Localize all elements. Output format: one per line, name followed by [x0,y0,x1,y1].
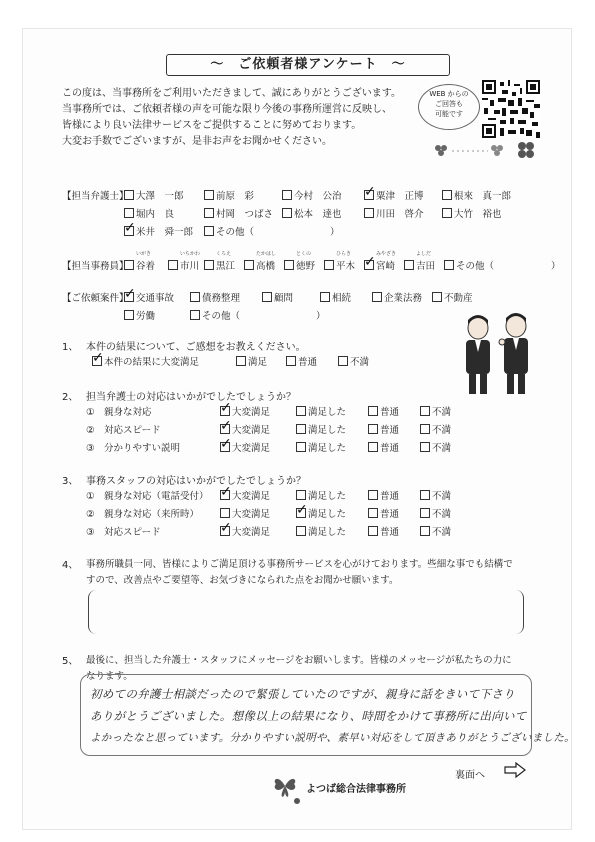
q3-row-2-option-label: 満足した [308,527,347,538]
lawyer-option-8[interactable] [364,206,424,220]
checkbox[interactable] [296,526,306,536]
lawyer-option-9[interactable] [442,206,502,220]
q1-question: 本件の結果について、ご感想をお教えください。 [86,342,306,353]
survey-title: ～ ご依頼者様アンケート ～ [166,54,450,76]
q1-option-label: 満足 [248,357,268,368]
q2-row-0-option-0[interactable] [220,400,271,418]
lawyer-option-label: 松本 達也 [294,209,342,220]
back-side-label: 裏面へ [455,770,485,781]
checkbox[interactable] [364,184,376,200]
q2-question: 担当弁護士の対応はいかがでしたでしょうか？ [86,392,296,403]
case-option-label: 交通事故 [136,293,175,304]
clover-decoration-icon [430,140,542,160]
checkmark-icon: ✓ [364,184,376,200]
q2-row-2-option-label: 大変満足 [232,443,271,454]
staff-option-label: 宮崎 [376,261,396,272]
checkbox[interactable] [204,260,214,270]
lawyer-option-label: 根來 真一郎 [454,191,512,202]
lawyer-option-label: 堀内 良 [136,209,175,220]
checkbox[interactable] [368,508,378,518]
checkbox[interactable] [324,260,334,270]
case-option-label: 相続 [332,293,352,304]
q2-row-0-option-label: 不満 [432,407,452,418]
checkbox[interactable] [338,356,348,366]
case-option-label: 労働 [136,311,156,322]
staff-option-7[interactable] [404,258,435,272]
q4-question-line-1: 事務所職員一同、皆様によりご満足頂ける事務所サービスを心がけております。些細な事でも結構で [86,559,513,570]
checkbox[interactable] [368,424,378,434]
checkbox[interactable] [220,418,232,434]
q5-question-line-1: 最後に、担当した弁護士・スタッフにメッセージをお願いします。皆様のメッセージが私たちの力に [86,655,512,666]
staff-option-label: 吉田 [416,261,436,272]
lawyer-option-label: 前原 彩 [216,191,255,202]
staff-option-label: 平木 [336,261,356,272]
q2-row-1-option-label: 満足した [308,425,347,436]
checkbox[interactable] [282,190,292,200]
q4-number: 4、 [62,560,79,571]
q3-row-1-option-2[interactable] [368,506,399,520]
checkbox[interactable] [220,520,232,536]
q3-row-2-option-1[interactable] [296,524,346,538]
lawyer-option-label: 大竹 裕也 [454,209,502,220]
checkbox[interactable] [124,208,134,218]
lawyer-option-10[interactable] [124,220,194,238]
staff-ruby: いちかわ [180,251,201,257]
q3-row-0-option-0[interactable] [220,484,271,502]
case-option-label: 企業法務 [384,293,423,304]
case-option-0[interactable] [124,286,175,304]
staff-option-label: 徳野 [296,261,316,272]
web-answer-bubble [418,84,480,130]
checkbox[interactable] [296,502,308,518]
case-option-label: 不動産 [444,293,473,304]
checkmark-icon: ✓ [92,350,104,366]
case-option-4[interactable] [372,290,422,304]
q3-row-0-option-3[interactable] [420,488,451,502]
checkbox[interactable] [220,508,230,518]
checkbox[interactable] [364,208,374,218]
bubble-line-1: WEB からの [429,90,469,98]
q2-row-2-option-label: 普通 [380,443,400,454]
staff-ruby: みやざき [376,251,397,257]
lawyer-option-11[interactable] [204,224,340,238]
checkbox[interactable] [204,226,214,236]
lawyer-option-label: 粟津 正博 [376,191,424,202]
q5-answer-line-2: ありがとうございました。想像以上の結果になり、時間をかけて事務所に出向いて [90,709,527,723]
q3-row-2-option-2[interactable] [368,524,399,538]
case-option-6[interactable] [124,308,155,322]
staff-option-8[interactable] [444,258,561,272]
q2-row-label: ③ 分かりやすい説明 [86,443,181,454]
q2-row-2-option-3[interactable] [420,440,451,454]
checkbox[interactable] [420,442,430,452]
q3-row-1-option-label: 不満 [432,509,452,520]
q2-row-0-option-1[interactable] [296,404,346,418]
checkbox[interactable] [432,292,442,302]
q5-answer-line-3: よかったなと思っています。分かりやすい説明や、素早い対応をして頂きありがとうございました。 [90,732,575,744]
q3-row-2-option-label: 普通 [380,527,400,538]
staff-option-3[interactable] [244,258,275,272]
q3-row-label: ③ 対応スピード [86,527,161,538]
q3-row-1-option-label: 満足した [308,509,347,520]
q2-row-2-option-0[interactable] [220,436,271,454]
case-option-2[interactable] [262,290,293,304]
checkbox[interactable] [442,208,452,218]
staff-option-2[interactable] [204,258,235,272]
lawyer-option-label: 村岡 つばさ [216,209,274,220]
lawyer-heading: 【担当弁護士】 [62,191,129,202]
checkbox[interactable] [124,260,134,270]
checkbox[interactable] [368,526,378,536]
checkmark-icon: ✓ [220,400,232,416]
q3-row-0-option-1[interactable] [296,488,346,502]
checkbox[interactable] [320,292,330,302]
intro-line-1: この度は、当事務所をご利用いただきまして、誠にありがとうございます。 [62,88,401,99]
case-option-label: 債務整理 [202,293,241,304]
q2-row-2-option-1[interactable] [296,440,346,454]
arrow-right-icon[interactable] [504,762,526,778]
lawyer-option-6[interactable] [204,206,273,220]
q1-option-label: 普通 [298,357,318,368]
q2-row-1-option-1[interactable] [296,422,346,436]
checkbox[interactable] [368,490,378,500]
q1-option-2[interactable] [286,354,317,368]
q2-row-1-option-label: 普通 [380,425,400,436]
lawyer-option-3[interactable] [364,184,424,202]
bubble-line-2: ご回答も [435,100,463,108]
staff-option-4[interactable] [284,258,315,272]
staff-ruby: とくの [296,251,312,257]
intro-line-3: 皆様により良い法律サービスをご提供することに努めております。 [62,120,362,131]
q1-option-label: 本件の結果に大変満足 [104,357,200,368]
checkbox[interactable] [368,442,378,452]
staff-option-label: 市川 [180,261,200,272]
q3-row-2-option-label: 不満 [432,527,452,538]
checkbox[interactable] [92,350,104,366]
q4-answer-field[interactable] [88,590,524,634]
q3-row-0-option-label: 満足した [308,491,347,502]
staff-ruby: ひらき [336,251,352,257]
checkbox[interactable] [168,260,178,270]
staff-option-label: 黒江 [216,261,236,272]
q3-number: 3、 [62,476,79,487]
checkbox[interactable] [420,508,430,518]
staff-ruby: くろえ [216,251,232,257]
staff-heading: 【担当事務員】 [62,261,129,272]
q5-question-line-2: なります。 [86,671,133,682]
intro-line-4: 大変お手数でございますが、是非お声をお聞かせください。 [62,136,332,147]
case-option-label: その他（ ） [202,311,326,322]
q2-row-0-option-3[interactable] [420,404,451,418]
case-heading: 【ご依頼案件】 [62,293,129,304]
intro-line-2: 当事務所では、ご依頼者様の声を可能な限り今後の事務所運営に反映し、 [62,104,392,115]
q2-row-0-option-2[interactable] [368,404,399,418]
q3-row-1-option-0[interactable] [220,506,270,520]
case-option-7[interactable] [190,308,326,322]
q3-row-0-option-label: 不満 [432,491,452,502]
checkbox[interactable] [236,356,246,366]
staff-option-6[interactable] [364,254,396,272]
bubble-line-3: 可能です [435,110,463,118]
q2-row-1-option-label: 大変満足 [232,425,271,436]
checkbox[interactable] [420,526,430,536]
checkmark-icon: ✓ [220,436,232,452]
staff-option-label: その他（ ） [456,261,561,272]
q4-question-line-2: すので、改善点やご要望等、お気づきになられた点をお聞かせ願います。 [86,575,399,586]
firm-name: よつば総合法律事務所 [306,784,406,795]
staff-ruby: たかはし [256,251,277,257]
q2-row-1-option-2[interactable] [368,422,399,436]
checkbox[interactable] [190,310,200,320]
staff-option-label: 高橋 [256,261,276,272]
checkbox[interactable] [372,292,382,302]
lawyer-option-7[interactable] [282,206,342,220]
checkbox[interactable] [444,260,454,270]
q3-row-1-option-label: 大変満足 [232,509,271,520]
checkbox[interactable] [124,220,136,236]
q3-row-1-option-1[interactable] [296,502,347,520]
checkbox[interactable] [296,490,306,500]
q3-question: 事務スタッフの対応はいかがでしたでしょうか？ [86,476,306,487]
checkmark-icon: ✓ [124,220,136,236]
q2-row-2-option-label: 満足した [308,443,347,454]
case-option-1[interactable] [190,290,240,304]
staff-ruby: いがき [136,251,152,257]
checkbox[interactable] [220,400,232,416]
qr-code-icon[interactable] [482,80,540,138]
q2-row-1-option-3[interactable] [420,422,451,436]
q3-row-2-option-label: 大変満足 [232,527,271,538]
q1-option-0[interactable] [92,350,200,368]
checkmark-icon: ✓ [220,484,232,500]
q2-row-label: ① 親身な対応 [86,407,152,418]
q3-row-label: ② 親身な対応（来所時） [86,509,200,520]
staff-option-1[interactable] [168,258,199,272]
checkbox[interactable] [442,190,452,200]
lawyer-option-4[interactable] [442,188,511,202]
case-option-3[interactable] [320,290,351,304]
checkbox[interactable] [124,286,136,302]
staff-option-0[interactable] [124,258,155,272]
checkbox[interactable] [420,406,430,416]
checkbox[interactable] [296,406,306,416]
q2-row-0-option-label: 普通 [380,407,400,418]
checkbox[interactable] [296,424,306,434]
checkbox[interactable] [220,436,232,452]
q3-row-0-option-label: 大変満足 [232,491,271,502]
checkmark-icon: ✓ [220,418,232,434]
lawyer-option-label: その他（ ） [216,227,340,238]
checkbox[interactable] [262,292,272,302]
q3-row-0-option-2[interactable] [368,488,399,502]
checkbox[interactable] [124,310,134,320]
q3-row-label: ① 親身な対応（電話受付） [86,491,209,502]
checkbox[interactable] [204,208,214,218]
checkbox[interactable] [124,190,134,200]
checkbox[interactable] [220,484,232,500]
clover-logo-icon [268,770,302,806]
q2-row-2-option-label: 不満 [432,443,452,454]
checkbox[interactable] [364,254,376,270]
checkmark-icon: ✓ [124,286,136,302]
q1-option-3[interactable] [338,354,369,368]
lawyer-option-label: 川田 啓介 [376,209,424,220]
lawyer-option-1[interactable] [204,188,254,202]
q3-row-0-option-label: 普通 [380,491,400,502]
staff-ruby: よしだ [416,251,432,257]
checkbox[interactable] [282,208,292,218]
case-option-5[interactable] [432,290,473,304]
q3-row-1-option-3[interactable] [420,506,451,520]
case-option-label: 顧問 [274,293,294,304]
q2-row-label: ② 対応スピード [86,425,161,436]
checkbox[interactable] [284,260,294,270]
lawyer-option-label: 今村 公治 [294,191,342,202]
q1-number: 1、 [62,342,79,353]
q2-row-0-option-label: 満足した [308,407,347,418]
q2-number: 2、 [62,392,79,403]
lawyer-option-label: 米井 舜一郎 [136,227,194,238]
checkbox[interactable] [420,490,430,500]
q5-answer-line-1: 初めての弁護士相談だったので緊張していたのですが、親身に話をきいて下さり [90,687,515,701]
q3-row-2-option-0[interactable] [220,520,271,538]
checkbox[interactable] [404,260,414,270]
q2-row-2-option-2[interactable] [368,440,399,454]
staff-option-5[interactable] [324,258,355,272]
q1-option-1[interactable] [236,354,267,368]
lawyer-option-2[interactable] [282,188,342,202]
checkbox[interactable] [190,292,200,302]
q5-number: 5、 [62,656,79,667]
q2-row-1-option-label: 不満 [432,425,452,436]
q2-row-0-option-label: 大変満足 [232,407,271,418]
q1-option-label: 不満 [350,357,370,368]
checkbox[interactable] [420,424,430,434]
checkbox[interactable] [368,406,378,416]
checkbox[interactable] [286,356,296,366]
checkmark-icon: ✓ [296,502,308,518]
checkbox[interactable] [296,442,306,452]
lawyer-option-5[interactable] [124,206,174,220]
checkbox[interactable] [204,190,214,200]
lawyer-option-0[interactable] [124,188,184,202]
staff-option-label: 谷着 [136,261,156,272]
checkbox[interactable] [244,260,254,270]
q2-row-1-option-0[interactable] [220,418,271,436]
checkmark-icon: ✓ [220,520,232,536]
q3-row-2-option-3[interactable] [420,524,451,538]
lawyer-option-label: 大澤 一郎 [136,191,184,202]
lawyers-illustration-icon [458,312,538,398]
q3-row-1-option-label: 普通 [380,509,400,520]
checkmark-icon: ✓ [364,254,376,270]
